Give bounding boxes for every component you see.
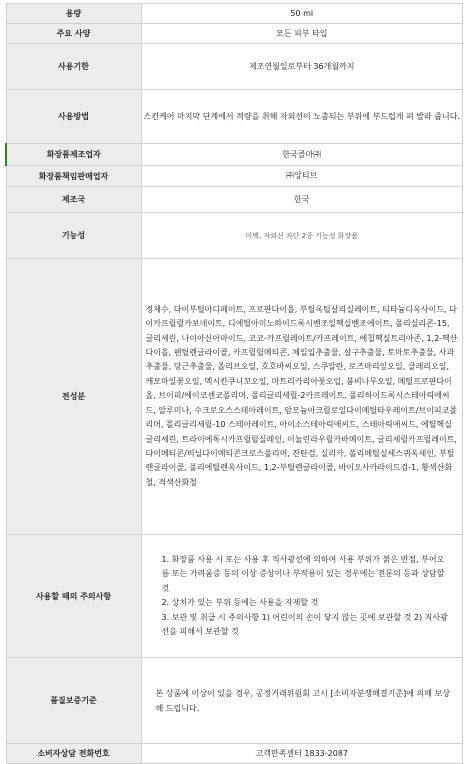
distributor-value: ㈜앙티브 <box>141 166 463 187</box>
row-capacity <box>6 4 463 24</box>
quality-value: 본 상품에 이상이 있을 경우, 공정거래위원회 고시 [소비자분쟁해결기준]에 의해 보상해 드립니다. <box>141 658 463 744</box>
row-usage <box>6 90 463 144</box>
caution-item-2: 2. 상처가 있는 부위 등에는 사용을 자제할 것 <box>161 598 319 607</box>
distributor-label: 화장품책임판매업자 <box>6 166 141 187</box>
function-value: 미백, 자외선 차단 2중 기능성 화장품 <box>141 213 463 259</box>
country-value: 한국 <box>141 187 463 213</box>
caution-label: 사용할 때의 주의사항 <box>6 535 141 658</box>
row-distributor <box>6 166 463 187</box>
row-country <box>6 187 463 213</box>
expiry-label: 사용기한 <box>6 44 141 90</box>
country-label: 제조국 <box>6 187 141 213</box>
capacity-value: 50 ml <box>141 4 463 24</box>
ingredients-value: 정제수, 다이부틸아디페이트, 프로판다이올, 부틸옥틸살리실레이트, 티타늄디옥사이드, 다이카프릴릴카보네이트, 디에틸아미노하이드록시벤조일헥실벤조에이트, 폴리실리콘-15, 글리세린, 나이아신아마이드, 코코-카프릴레이트/카프레이트, 에칠헥실트리아존, 1,2-헥산다이올, 펜틸렌글라이콜, 카프릴릴메티콘, 체일입추출물, 살구추출물, 토마토추출물, 사과추출물, 당근추출물, 올리브오일, 호호바씨오일, 스쿠알란, 로즈마리잎오일, 클레리오일, 캐모마일꽃오일, 멕시칸쿠니꼬오일, 마트리카리아꽃오일, 붐비나무오일, 메틸프로판다이올, 브이피/에이코센코폴리머, 폴리글리세릴-2카프레이트, 폴리하이드록시스테아릭애씨드, 알루미나, 수크로오스스테아레이트, 암모늄아크릴로일다이메틸타우레이트/브이피코폴리머, 폴리글리세릴-10 스테아레이트, 아이소스테아릭애씨드, 스테아릭애씨드, 에틸헥실글리세린, 트라이에톡시카프릴릴실레인, 이눌린라우릴카바메이트, 글리세릴카프릴레이트, 다이메티콘/비닐다이메티콘크로스폴리머, 잔탄검, 실리카, 폴리메틸실세스퀴옥세인, 부틸렌글라이콜, 폴리에틸렌옥사이드, 1,2-부틸렌글라이콜, 바이오사카라이드검-1, 황색산화철, 적색산화철 <box>141 259 463 535</box>
capacity-label: 용량 <box>6 4 141 24</box>
row-contact <box>6 744 463 764</box>
row-quality <box>6 658 463 744</box>
row-expiry <box>6 44 463 90</box>
function-label: 기능성 <box>6 213 141 259</box>
quality-label: 품질보증기준 <box>6 658 141 744</box>
usage-value: 스킨케어 마지막 단계에서 적량을 취해 자외선이 노출되는 부위에 부드럽게 펴 발라 줍니다. <box>141 90 463 144</box>
expiry-value: 제조연월일로부터 36개월까지 <box>141 44 463 90</box>
manufacturer-value: 한국콜마㈜ <box>141 144 463 166</box>
main-spec-value: 모든 피부 타입 <box>141 24 463 44</box>
usage-label: 사용방법 <box>6 90 141 144</box>
main-spec-label: 주요 사양 <box>6 24 141 44</box>
caution-value <box>141 535 463 658</box>
contact-value: 고객만족센터 1833-2087 <box>141 744 463 764</box>
product-info-table <box>5 3 463 764</box>
row-ingredients <box>6 259 463 535</box>
row-function <box>6 213 463 259</box>
manufacturer-label: 화장품제조업자 <box>6 144 141 166</box>
ingredients-label: 전성분 <box>6 259 141 535</box>
row-manufacturer <box>6 144 463 166</box>
row-main-spec <box>6 24 463 44</box>
row-caution <box>6 535 463 658</box>
caution-item-1: 1. 화장품 사용 시 또는 사용 후 직사광선에 의하여 사용 부위가 붉은 반점, 부어오름 또는 가려움증 등의 이상 증상이나 부작용이 있는 경우에는 전문의 등과 상담할 것 <box>161 554 445 593</box>
caution-item-3: 3. 보관 및 취급 시 주의사항 1) 어린이의 손이 닿지 않는 곳에 보관할 것 2) 직사광선을 피해서 보관할 것 <box>161 612 448 636</box>
contact-label: 소비자상담 전화번호 <box>6 744 141 764</box>
